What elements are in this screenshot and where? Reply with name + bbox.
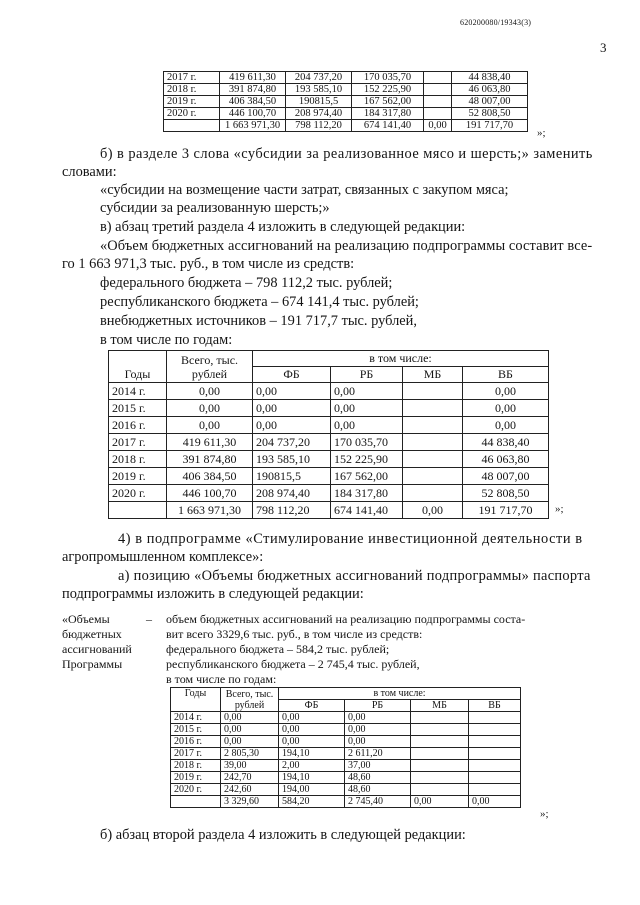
table-cell: 37,00 xyxy=(345,760,411,772)
table-cell: 2017 г. xyxy=(109,434,167,451)
table-cell: 0,00 xyxy=(331,383,403,400)
table-cell: 2019 г. xyxy=(109,468,167,485)
table-cell: 2018 г. xyxy=(164,84,220,96)
table-cell: 2014 г. xyxy=(109,383,167,400)
table-cell: 0,00 xyxy=(345,712,411,724)
table-cell: 167 562,00 xyxy=(331,468,403,485)
table-cell: 0,00 xyxy=(221,712,279,724)
table-row xyxy=(109,400,549,417)
table-cell xyxy=(411,784,469,796)
para-v: в) абзац третий раздела 4 изложить в следующей редакции: xyxy=(100,219,466,235)
table-cell: 0,00 xyxy=(221,736,279,748)
table-cell: 0,00 xyxy=(167,383,253,400)
table-cell: 0,00 xyxy=(424,120,452,132)
table-cell: 208 974,40 xyxy=(286,108,352,120)
final-paragraph: б) абзац второй раздела 4 изложить в следующей редакции: xyxy=(100,827,466,843)
table-cell: 0,00 xyxy=(279,736,345,748)
table-cell xyxy=(403,451,463,468)
page-number: 3 xyxy=(600,40,607,55)
table-cell: 0,00 xyxy=(167,417,253,434)
table-cell: 0,00 xyxy=(331,400,403,417)
table-cell: 190815,5 xyxy=(253,468,331,485)
table-cell: 391 874,80 xyxy=(167,451,253,468)
table-cell: 193 585,10 xyxy=(253,451,331,468)
table-cell: 0,00 xyxy=(221,724,279,736)
table-cell: 170 035,70 xyxy=(352,72,424,84)
table-cell: 48 007,00 xyxy=(452,96,528,108)
para-b-line2: словами: xyxy=(62,164,117,180)
table-cell xyxy=(164,120,220,132)
table-cell: 44 838,40 xyxy=(452,72,528,84)
table-cell: 190815,5 xyxy=(286,96,352,108)
table-cell xyxy=(403,400,463,417)
table-cell: 194,00 xyxy=(279,784,345,796)
col-years: Годы xyxy=(109,351,167,383)
table-cell: 2 611,20 xyxy=(345,748,411,760)
passport-dash: – xyxy=(146,612,152,626)
col-rb: РБ xyxy=(345,700,411,712)
table-cell: 48,60 xyxy=(345,772,411,784)
table-cell: 52 808,50 xyxy=(463,485,549,502)
table-cell: 2017 г. xyxy=(171,748,221,760)
table-cell: 191 717,70 xyxy=(463,502,549,519)
table-row xyxy=(171,772,521,784)
table-cell: 48 007,00 xyxy=(463,468,549,485)
para-b-line1: б) в разделе 3 слова «субсидии за реализованное мясо и шерсть;» заменить xyxy=(100,146,593,162)
table-cell: 1 663 971,30 xyxy=(167,502,253,519)
budget-table-mid xyxy=(108,350,549,519)
table-cell xyxy=(403,434,463,451)
table-cell: 0,00 xyxy=(279,724,345,736)
table-cell xyxy=(424,72,452,84)
table-cell: 44 838,40 xyxy=(463,434,549,451)
table-cell: 2014 г. xyxy=(171,712,221,724)
section4-line1: 4) в подпрограмме «Стимулирование инвестиционной деятельности в xyxy=(118,531,583,547)
table-cell xyxy=(403,417,463,434)
table-cell: 194,10 xyxy=(279,748,345,760)
col-rb: РБ xyxy=(331,367,403,383)
table-cell: 242,60 xyxy=(221,784,279,796)
table-cell: 0,00 xyxy=(411,796,469,808)
table-cell: 46 063,80 xyxy=(452,84,528,96)
para-external: внебюджетных источников – 191 717,7 тыс. рублей, xyxy=(100,313,417,329)
table-cell xyxy=(109,502,167,519)
para-v-quote2: го 1 663 971,3 тыс. руб., в том числе из средств: xyxy=(62,256,355,272)
table-cell: 191 717,70 xyxy=(452,120,528,132)
table-cell xyxy=(469,784,521,796)
table-cell: 2016 г. xyxy=(171,736,221,748)
table-cell xyxy=(411,736,469,748)
table-cell xyxy=(411,712,469,724)
table-top-closing: »; xyxy=(537,127,546,139)
table-cell: 0,00 xyxy=(253,383,331,400)
table-cell xyxy=(424,96,452,108)
table-cell: 2018 г. xyxy=(109,451,167,468)
table-cell: 0,00 xyxy=(253,400,331,417)
table-cell xyxy=(469,724,521,736)
table-cell: 584,20 xyxy=(279,796,345,808)
table-cell: 152 225,90 xyxy=(331,451,403,468)
table-cell: 798 112,20 xyxy=(253,502,331,519)
table-row xyxy=(164,108,528,120)
table-cell: 184 317,80 xyxy=(352,108,424,120)
table-cell: 419 611,30 xyxy=(220,72,286,84)
para-federal: федерального бюджета – 798 112,2 тыс. рублей; xyxy=(100,275,393,291)
table-row xyxy=(109,434,549,451)
table-cell: 2016 г. xyxy=(109,417,167,434)
table-cell: 208 974,40 xyxy=(253,485,331,502)
table-mid-closing: »; xyxy=(555,503,564,515)
table-row xyxy=(164,96,528,108)
table-cell: 0,00 xyxy=(345,736,411,748)
table-cell: 204 737,20 xyxy=(286,72,352,84)
table-cell: 0,00 xyxy=(463,383,549,400)
table-cell: 3 329,60 xyxy=(221,796,279,808)
table-cell: 2 745,40 xyxy=(345,796,411,808)
table-cell: 2020 г. xyxy=(171,784,221,796)
table-cell: 194,10 xyxy=(279,772,345,784)
table-cell: 674 141,40 xyxy=(331,502,403,519)
table-cell xyxy=(469,772,521,784)
passport-text: объем бюджетных ассигнований на реализацию подпрограммы соста- вит всего 3329,6 тыс. руб., в том числе из средств: федерального бюджета – 584,2 тыс. рублей; республиканского бюджета – 2 745,4 тыс. рублей, в том числе по годам: xyxy=(166,612,526,686)
table-cell: 2020 г. xyxy=(164,108,220,120)
col-years: Годы xyxy=(171,688,221,712)
col-total: Всего, тыс. рублей xyxy=(167,351,253,383)
table-cell: 674 141,40 xyxy=(352,120,424,132)
table-cell: 406 384,50 xyxy=(167,468,253,485)
budget-table-top xyxy=(163,71,528,132)
table-cell: 391 874,80 xyxy=(220,84,286,96)
table-row xyxy=(109,485,549,502)
table-cell: 170 035,70 xyxy=(331,434,403,451)
table-cell: 0,00 xyxy=(403,502,463,519)
table-cell: 0,00 xyxy=(469,796,521,808)
table-cell: 204 737,20 xyxy=(253,434,331,451)
table-cell: 39,00 xyxy=(221,760,279,772)
table-row xyxy=(171,760,521,772)
table-cell: 2,00 xyxy=(279,760,345,772)
table-row xyxy=(171,796,521,808)
table-cell: 48,60 xyxy=(345,784,411,796)
table-cell xyxy=(469,760,521,772)
table-cell: 2019 г. xyxy=(171,772,221,784)
table-cell: 2015 г. xyxy=(171,724,221,736)
table-cell: 52 808,50 xyxy=(452,108,528,120)
col-fb: ФБ xyxy=(253,367,331,383)
table-cell: 446 100,70 xyxy=(220,108,286,120)
table-cell: 2017 г. xyxy=(164,72,220,84)
table-cell: 2015 г. xyxy=(109,400,167,417)
table-cell: 184 317,80 xyxy=(331,485,403,502)
table-row xyxy=(171,784,521,796)
table-cell xyxy=(403,468,463,485)
col-total: Всего, тыс. рублей xyxy=(221,688,279,712)
table-cell: 0,00 xyxy=(167,400,253,417)
table-cell: 406 384,50 xyxy=(220,96,286,108)
table-cell xyxy=(469,712,521,724)
budget-table-bottom xyxy=(170,687,521,808)
col-fb: ФБ xyxy=(279,700,345,712)
table-cell: 419 611,30 xyxy=(167,434,253,451)
table-cell: 798 112,20 xyxy=(286,120,352,132)
table-cell xyxy=(411,748,469,760)
table-cell: 152 225,90 xyxy=(352,84,424,96)
col-mb: МБ xyxy=(411,700,469,712)
section4-line2: агропромышленном комплексе»: xyxy=(62,549,264,565)
table-cell xyxy=(411,760,469,772)
table-cell xyxy=(403,485,463,502)
table-row xyxy=(164,72,528,84)
col-including: в том числе: xyxy=(279,688,521,700)
col-vb: ВБ xyxy=(463,367,549,383)
document-id: 620200080/19343(3) xyxy=(460,18,532,27)
table-cell xyxy=(411,772,469,784)
table-cell: 46 063,80 xyxy=(463,451,549,468)
table-cell xyxy=(469,748,521,760)
table-cell xyxy=(424,108,452,120)
table-row xyxy=(109,468,549,485)
table-cell xyxy=(403,383,463,400)
col-mb: МБ xyxy=(403,367,463,383)
table-cell: 2019 г. xyxy=(164,96,220,108)
table-row xyxy=(164,120,528,132)
col-vb: ВБ xyxy=(469,700,521,712)
table-cell: 242,70 xyxy=(221,772,279,784)
table-cell: 2020 г. xyxy=(109,485,167,502)
table-cell: 0,00 xyxy=(463,417,549,434)
para-quote1: «субсидии на возмещение части затрат, связанных с закупом мяса; xyxy=(100,182,509,198)
table-cell: 2018 г. xyxy=(171,760,221,772)
table-row xyxy=(109,417,549,434)
table-row xyxy=(109,502,549,519)
para-v-quote1: «Объем бюджетных ассигнований на реализацию подпрограммы составит все- xyxy=(100,238,593,254)
para-years: в том числе по годам: xyxy=(100,332,233,348)
table-cell xyxy=(424,84,452,96)
section4-a-line1: а) позицию «Объемы бюджетных ассигнований подпрограммы» паспорта xyxy=(118,568,591,584)
table-cell: 0,00 xyxy=(345,724,411,736)
table-cell: 0,00 xyxy=(331,417,403,434)
table-bottom-closing: »; xyxy=(540,808,549,820)
table-cell: 167 562,00 xyxy=(352,96,424,108)
para-republic: республиканского бюджета – 674 141,4 тыс. рублей; xyxy=(100,294,419,310)
table-cell xyxy=(171,796,221,808)
table-cell: 193 585,10 xyxy=(286,84,352,96)
table-row xyxy=(171,724,521,736)
section4-a-line2: подпрограммы изложить в следующей редакции: xyxy=(62,586,364,602)
col-including: в том числе: xyxy=(253,351,549,367)
table-cell xyxy=(469,736,521,748)
table-cell: 0,00 xyxy=(463,400,549,417)
table-cell: 446 100,70 xyxy=(167,485,253,502)
table-row xyxy=(164,84,528,96)
table-cell: 0,00 xyxy=(253,417,331,434)
table-cell xyxy=(411,724,469,736)
table-cell: 1 663 971,30 xyxy=(220,120,286,132)
table-row xyxy=(109,383,549,400)
table-row xyxy=(171,736,521,748)
passport-label: «Объемы бюджетных ассигнований Программы xyxy=(62,612,132,671)
para-quote2: субсидии за реализованную шерсть;» xyxy=(100,200,330,216)
table-row xyxy=(109,451,549,468)
table-cell: 0,00 xyxy=(279,712,345,724)
table-row xyxy=(171,748,521,760)
table-cell: 2 805,30 xyxy=(221,748,279,760)
table-row xyxy=(171,712,521,724)
